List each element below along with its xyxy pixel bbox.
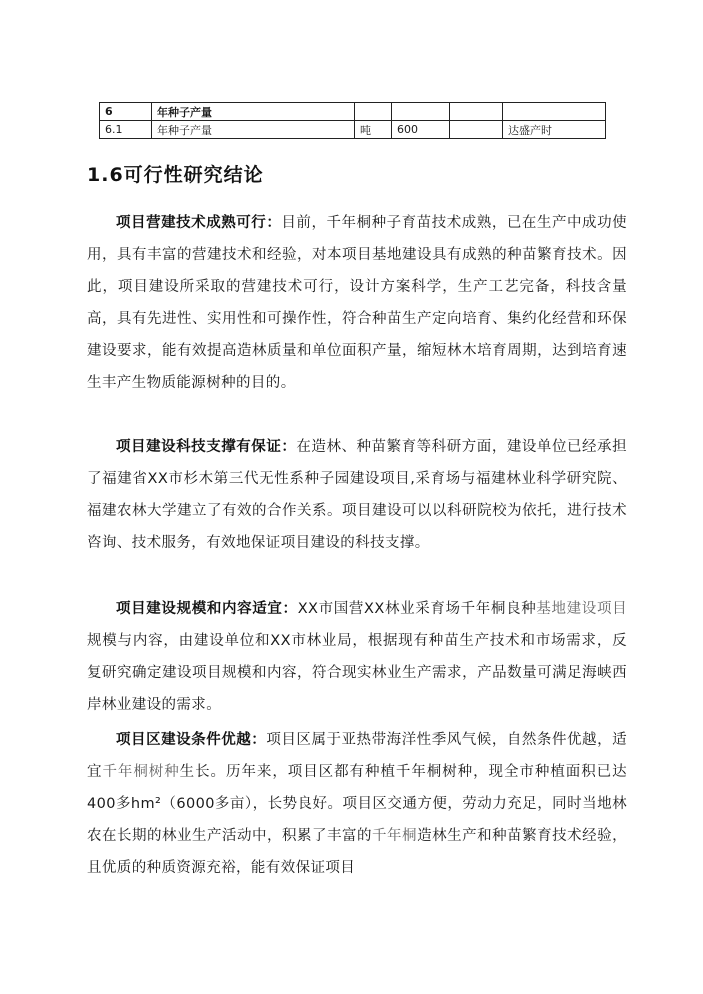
paragraph-technology-feasible [87,207,627,399]
table-row [100,121,606,139]
row-unit: 吨 [355,121,392,139]
paragraph-tech-support [87,431,627,559]
paragraph-text: 造林生产和种苗繁育技术经验，且优质的种质资源充裕，能有效保证项目 [87,828,627,876]
row-number: 6.1 [100,121,152,139]
paragraph-text-highlight: 基地建设项目 [536,601,627,617]
specification-table [99,102,606,139]
row-note: 达盛产时 [503,121,606,139]
row-item-name: 年种子产量 [152,103,355,121]
paragraph-lead: 项目建设科技支撑有保证： [116,439,297,455]
paragraph-lead: 项目建设规模和内容适宜： [116,601,298,617]
paragraph-site-conditions [87,724,627,884]
paragraph-lead: 项目区建设条件优越： [116,732,267,748]
row-value: 600 [392,121,450,139]
paragraph-text: XX市国营XX林业采育场千年桐良种 [297,601,537,617]
row-extra [450,121,503,139]
paragraph-scale-content [87,593,627,721]
row-item-name: 年种子产量 [152,121,355,139]
section-heading: 1.6可行性研究结论 [87,164,264,186]
paragraph-text: 规模与内容，由建设单位和XX市林业局，根据现有种苗生产技术和市场需求，反复研究确定建设项目规模和内容，符合现实林业生产需求，产品数量可满足海峡西岸林业建设的需求。 [87,633,627,713]
paragraph-text: 目前，千年桐种子育苗技术成熟，已在生产中成功使用，具有丰富的营建技术和经验，对本项目基地建设具有成熟的种苗繁育技术。因此，项目建设所采取的营建技术可行，设计方案科学，生产工艺完备，科技含量高，具有先进性、实用性和可操作性，符合种苗生产定向培育、集约化经营和环保建设要求，能有效提高造林质量和单位面积产量，缩短林木培育周期，达到培育速生丰产生物质能源树种的目的。 [87,215,627,391]
paragraph-text-highlight: 千年桐树种 [102,764,180,780]
row-value [392,103,450,121]
row-unit [355,103,392,121]
paragraph-text: 项目区属于亚热带海洋性季风气候，自然条件优越，适宜 [87,732,628,780]
row-note [503,103,606,121]
paragraph-lead: 项目营建技术成熟可行： [116,215,282,231]
table-row [100,103,606,121]
paragraph-text: 在造林、种苗繁育等科研方面，建设单位已经承担了福建省XX市杉木第三代无性系种子园建设项目,采育场与福建林业科学研究院、福建农林大学建立了有效的合作关系。项目建设可以以科研院校为依托，进行技术咨询、技术服务，有效地保证项目建设的科技支撑。 [87,439,627,551]
row-extra [450,103,503,121]
row-number: 6 [100,103,152,121]
paragraph-text: 生长。历年来，项目区都有种植千年桐树种，现全市种植面积已达400多hm²（6000多亩），长势良好。项目区交通方便，劳动力充足，同时当地林农在长期的林业生产活动中，积累了丰富的 [87,764,627,844]
paragraph-text-highlight: 千年桐 [372,828,418,844]
